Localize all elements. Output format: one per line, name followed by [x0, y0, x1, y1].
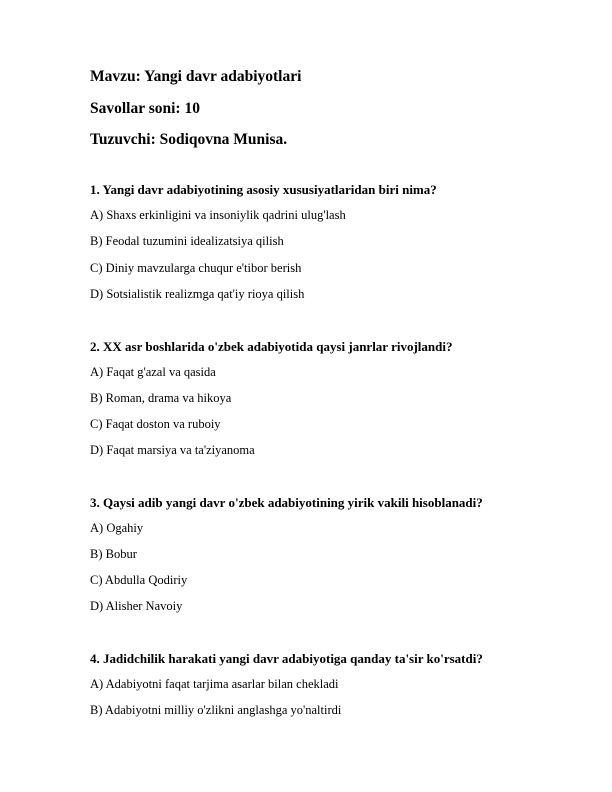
question-3-option-d: D) Alisher Navoiy	[90, 599, 183, 613]
question-1-option-b: B) Feodal tuzumini idealizatsiya qilish	[90, 234, 284, 248]
question-3-text: 3. Qaysi adib yangi davr o'zbek adabiyotining yirik vakili hisoblanadi?	[90, 495, 483, 510]
question-1-option-a: A) Shaxs erkinligini va insoniylik qadrini ulug'lash	[90, 208, 346, 222]
question-2-option-c: C) Faqat doston va ruboiy	[90, 417, 221, 431]
question-4-option-b: B) Adabiyotni milliy o'zlikni anglashga yo'naltirdi	[90, 703, 342, 717]
question-2-option-a: A) Faqat g'azal va qasida	[90, 365, 216, 379]
question-1-text: 1. Yangi davr adabiyotining asosiy xususiyatlaridan biri nima?	[90, 182, 437, 197]
question-2-option-d: D) Faqat marsiya va ta'ziyanoma	[90, 443, 255, 457]
question-3-option-c: C) Abdulla Qodiriy	[90, 573, 188, 587]
question-2-text: 2. XX asr boshlarida o'zbek adabiyotida qaysi janrlar rivojlandi?	[90, 339, 453, 354]
question-3-option-b: B) Bobur	[90, 547, 137, 561]
question-4-option-a: A) Adabiyotni faqat tarjima asarlar bilan chekladi	[90, 677, 339, 691]
question-3-option-a: A) Ogahiy	[90, 521, 144, 535]
question-2-option-b: B) Roman, drama va hikoya	[90, 391, 232, 405]
document-topic: Mavzu: Yangi davr adabiyotlari	[90, 68, 302, 85]
document-author: Tuzuvchi: Sodiqovna Munisa.	[90, 131, 288, 148]
question-1-option-d: D) Sotsialistik realizmga qat'iy rioya qilish	[90, 287, 305, 301]
question-1-option-c: C) Diniy mavzularga chuqur e'tibor berish	[90, 261, 302, 275]
question-4-text: 4. Jadidchilik harakati yangi davr adabiyotiga qanday ta'sir ko'rsatdi?	[90, 651, 483, 666]
question-count: Savollar soni: 10	[90, 100, 200, 117]
